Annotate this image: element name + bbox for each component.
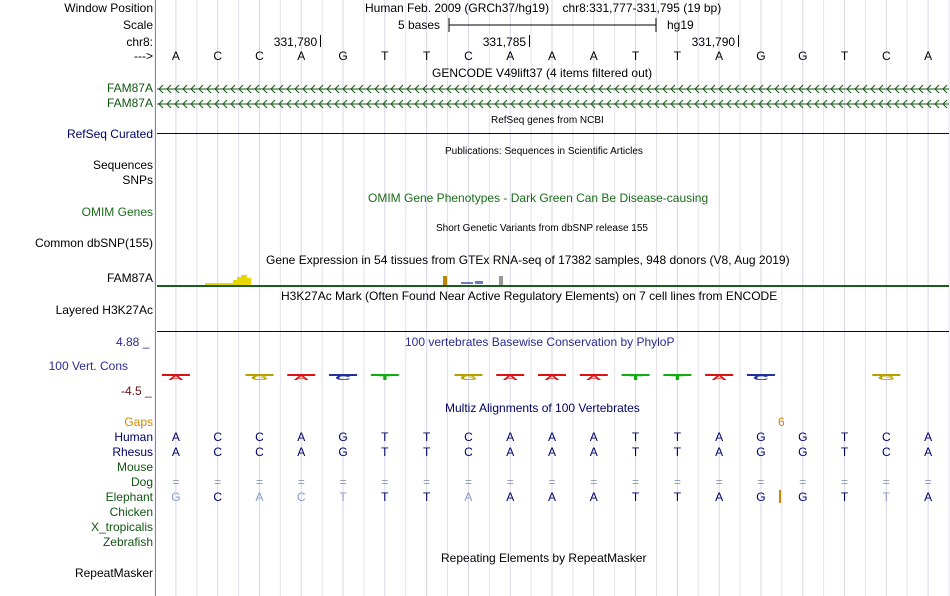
multiz-aligned-base: = <box>590 475 598 489</box>
multiz-aligned-base: G <box>756 490 766 504</box>
scale-assembly: hg19 <box>667 18 694 32</box>
phylop-base-glyph: T <box>378 374 392 382</box>
scale-label[interactable]: Scale <box>122 18 153 32</box>
publications-track-title: Publications: Sequences in Scientific Articles <box>445 146 643 157</box>
multiz-aligned-base: T <box>840 430 849 444</box>
multiz-aligned-base: = <box>339 475 347 489</box>
multiz-aligned-base: = <box>172 475 180 489</box>
multiz-aligned-base: A <box>924 490 933 504</box>
phylop-base-glyph: C <box>752 374 769 382</box>
multiz-aligned-base: = <box>799 475 807 489</box>
reference-base: T <box>840 49 849 63</box>
ruler-tick <box>529 35 530 47</box>
multiz-aligned-base: C <box>296 490 306 504</box>
scale-bar <box>448 16 660 34</box>
multiz-aligned-base: A <box>547 490 556 504</box>
phylop-wiggle[interactable] <box>157 360 949 390</box>
gencode-gene-feature-1[interactable] <box>157 83 949 95</box>
ruler-coordinate: 331,780 <box>273 35 318 49</box>
multiz-species-label[interactable]: Dog <box>130 475 153 489</box>
multiz-aligned-base: G <box>338 430 348 444</box>
multiz-aligned-base: A <box>255 490 264 504</box>
ruler-tick <box>738 35 739 47</box>
h3k27ac-track-title: H3K27Ac Mark (Often Found Near Active Regulatory Elements) on 7 cell lines from ENCODE <box>281 289 778 303</box>
reference-base: C <box>255 49 264 63</box>
multiz-aligned-base: G <box>338 445 348 459</box>
reference-base: T <box>381 49 389 63</box>
multiz-aligned-base: T <box>422 445 431 459</box>
multiz-aligned-base: = <box>423 475 431 489</box>
multiz-aligned-base: A <box>506 445 515 459</box>
reference-base: A <box>715 49 724 63</box>
multiz-aligned-base: = <box>924 475 932 489</box>
gtex-track-title: Gene Expression in 54 tissues from GTEx RNA-seq of 17382 samples, 948 donors (V8, Aug 2019) <box>266 253 790 267</box>
phylop-base-glyph: T <box>628 374 643 382</box>
multiz-aligned-base: T <box>381 445 389 459</box>
reference-base: C <box>464 49 473 63</box>
gencode-gene-label-2[interactable]: FAM87A <box>106 96 153 110</box>
multiz-aligned-base: A <box>924 445 933 459</box>
multiz-aligned-base: G <box>798 445 808 459</box>
multiz-insertion-marker <box>779 490 781 503</box>
gencode-track-title: GENCODE V49lift37 (4 items filtered out) <box>432 66 653 80</box>
h3k27ac-label[interactable]: Layered H3K27Ac <box>55 303 153 317</box>
reference-base: T <box>673 49 682 63</box>
reference-base: G <box>756 49 766 63</box>
omim-track-title: OMIM Gene Phenotypes - Dark Green Can Be Disease-causing <box>368 191 709 205</box>
multiz-aligned-base: C <box>881 445 891 459</box>
dbsnp-track-title: Short Genetic Variants from dbSNP release 155 <box>436 223 648 234</box>
window-position-label[interactable]: Window Position <box>64 1 153 15</box>
phylop-min-label: -4.5 _ <box>121 384 152 398</box>
multiz-aligned-base: T <box>673 430 682 444</box>
phylop-base-glyph: A <box>711 374 728 382</box>
omim-label[interactable]: OMIM Genes <box>81 205 153 219</box>
multiz-aligned-base: = <box>882 475 890 489</box>
phylop-base-glyph: A <box>585 374 602 382</box>
refseq-label[interactable]: RefSeq Curated <box>66 127 153 141</box>
multiz-aligned-base: T <box>631 430 640 444</box>
phylop-base-glyph: G <box>459 374 478 382</box>
reference-base: C <box>213 49 222 63</box>
phylop-label[interactable]: 100 Vert. Cons <box>48 359 128 373</box>
multiz-aligned-base: G <box>756 445 766 459</box>
phylop-base-glyph: C <box>335 374 352 382</box>
reference-base: T <box>631 49 640 63</box>
refseq-gene-line[interactable] <box>157 133 949 134</box>
multiz-track-title: Multiz Alignments of 100 Vertebrates <box>445 401 640 415</box>
multiz-aligned-base: A <box>297 445 306 459</box>
strand-arrow-label[interactable]: ---> <box>134 49 153 63</box>
multiz-aligned-base: A <box>924 430 933 444</box>
multiz-aligned-base: T <box>422 430 431 444</box>
multiz-aligned-base: C <box>213 490 222 504</box>
multiz-aligned-base: C <box>213 445 222 459</box>
multiz-aligned-base: G <box>798 490 808 504</box>
multiz-aligned-base: C <box>213 430 222 444</box>
multiz-gap-count: 6 <box>778 415 785 429</box>
multiz-aligned-base: A <box>547 445 556 459</box>
multiz-species-label[interactable]: X_tropicalis <box>90 520 153 534</box>
multiz-aligned-base: = <box>506 475 514 489</box>
phylop-base-glyph: A <box>167 374 184 382</box>
chrom-label[interactable]: chr8: <box>126 35 153 49</box>
multiz-aligned-base: C <box>255 445 264 459</box>
multiz-aligned-base: = <box>214 475 222 489</box>
multiz-aligned-base: A <box>547 430 556 444</box>
publications-sequences-label[interactable]: Sequences <box>92 158 153 172</box>
multiz-aligned-base: = <box>841 475 849 489</box>
gtex-expression-bars[interactable] <box>157 272 949 288</box>
scale-bases-text: 5 bases <box>398 18 441 32</box>
multiz-aligned-base: = <box>715 475 723 489</box>
multiz-aligned-base: A <box>589 445 598 459</box>
multiz-aligned-base: = <box>381 475 389 489</box>
gtex-gene-label[interactable]: FAM87A <box>106 271 153 285</box>
multiz-aligned-base: A <box>297 430 306 444</box>
multiz-aligned-base: A <box>715 430 724 444</box>
multiz-species-label[interactable]: Chicken <box>109 505 153 519</box>
reference-base: A <box>297 49 306 63</box>
repeatmasker-track-title: Repeating Elements by RepeatMasker <box>441 551 647 565</box>
multiz-species-label[interactable]: Rhesus <box>112 445 153 459</box>
multiz-aligned-base: A <box>715 445 724 459</box>
multiz-aligned-base: T <box>840 490 849 504</box>
multiz-aligned-base: T <box>840 445 849 459</box>
multiz-aligned-base: A <box>171 430 180 444</box>
multiz-aligned-base: A <box>589 430 598 444</box>
multiz-aligned-base: G <box>171 490 181 504</box>
multiz-aligned-base: G <box>798 430 808 444</box>
phylop-base-glyph: A <box>544 374 560 382</box>
label-divider <box>155 0 156 596</box>
multiz-aligned-base: G <box>756 430 766 444</box>
multiz-aligned-base: A <box>464 490 473 504</box>
multiz-aligned-base: = <box>548 475 556 489</box>
refseq-track-title: RefSeq genes from NCBI <box>491 115 604 126</box>
multiz-aligned-base: T <box>339 490 347 504</box>
multiz-aligned-base: A <box>715 490 724 504</box>
window-position-value: Human Feb. 2009 (GRCh37/hg19) chr8:331,777-331,795 (19 bp) <box>365 1 722 15</box>
h3k27ac-baseline[interactable] <box>157 331 949 332</box>
phylop-base-glyph: G <box>250 374 269 382</box>
multiz-aligned-base: C <box>881 430 891 444</box>
multiz-species-label[interactable]: Elephant <box>105 490 153 504</box>
reference-base: A <box>589 49 598 63</box>
multiz-aligned-base: C <box>464 430 473 444</box>
ruler-coordinate: 331,785 <box>482 35 527 49</box>
multiz-aligned-base: T <box>882 490 890 504</box>
multiz-species-label[interactable]: Zebrafish <box>102 535 153 549</box>
reference-base: A <box>924 49 933 63</box>
multiz-aligned-base: A <box>506 490 515 504</box>
reference-base: A <box>171 49 180 63</box>
phylop-base-glyph: A <box>293 374 310 382</box>
multiz-aligned-base: = <box>757 475 765 489</box>
dbsnp-label[interactable]: Common dbSNP(155) <box>34 236 153 250</box>
multiz-aligned-base: A <box>506 430 515 444</box>
multiz-aligned-base: T <box>631 490 640 504</box>
publications-snps-label[interactable]: SNPs <box>122 173 153 187</box>
multiz-species-label[interactable]: Human <box>114 430 153 444</box>
phylop-base-glyph: T <box>670 374 685 382</box>
multiz-aligned-base: = <box>255 475 263 489</box>
multiz-species-label[interactable]: Mouse <box>116 460 153 474</box>
phylop-base-glyph: G <box>877 374 895 382</box>
reference-base: C <box>881 49 891 63</box>
multiz-aligned-base: T <box>673 490 682 504</box>
multiz-gaps-label[interactable]: Gaps <box>124 415 153 429</box>
multiz-aligned-base: T <box>381 430 389 444</box>
multiz-aligned-base: C <box>464 445 473 459</box>
ruler-tick <box>320 35 321 47</box>
reference-base: A <box>506 49 515 63</box>
gencode-gene-label-1[interactable]: FAM87A <box>106 81 153 95</box>
multiz-aligned-base: T <box>422 490 431 504</box>
repeatmasker-label[interactable]: RepeatMasker <box>74 566 153 580</box>
reference-base: A <box>547 49 556 63</box>
multiz-aligned-base: = <box>297 475 305 489</box>
multiz-aligned-base: = <box>464 475 472 489</box>
multiz-aligned-base: A <box>589 490 598 504</box>
reference-base: G <box>338 49 348 63</box>
gencode-gene-feature-2[interactable] <box>157 98 949 110</box>
multiz-aligned-base: T <box>631 445 640 459</box>
reference-base: G <box>798 49 808 63</box>
multiz-aligned-base: T <box>381 490 389 504</box>
multiz-aligned-base: = <box>673 475 681 489</box>
phylop-track-title: 100 vertebrates Basewise Conservation by PhyloP <box>405 335 675 349</box>
phylop-max-label: 4.88 _ <box>116 335 150 349</box>
ruler-coordinate: 331,790 <box>691 35 736 49</box>
phylop-base-glyph: A <box>502 374 519 382</box>
multiz-aligned-base: T <box>673 445 682 459</box>
reference-base: T <box>422 49 431 63</box>
multiz-aligned-base: = <box>632 475 640 489</box>
multiz-aligned-base: C <box>255 430 264 444</box>
multiz-aligned-base: A <box>171 445 180 459</box>
